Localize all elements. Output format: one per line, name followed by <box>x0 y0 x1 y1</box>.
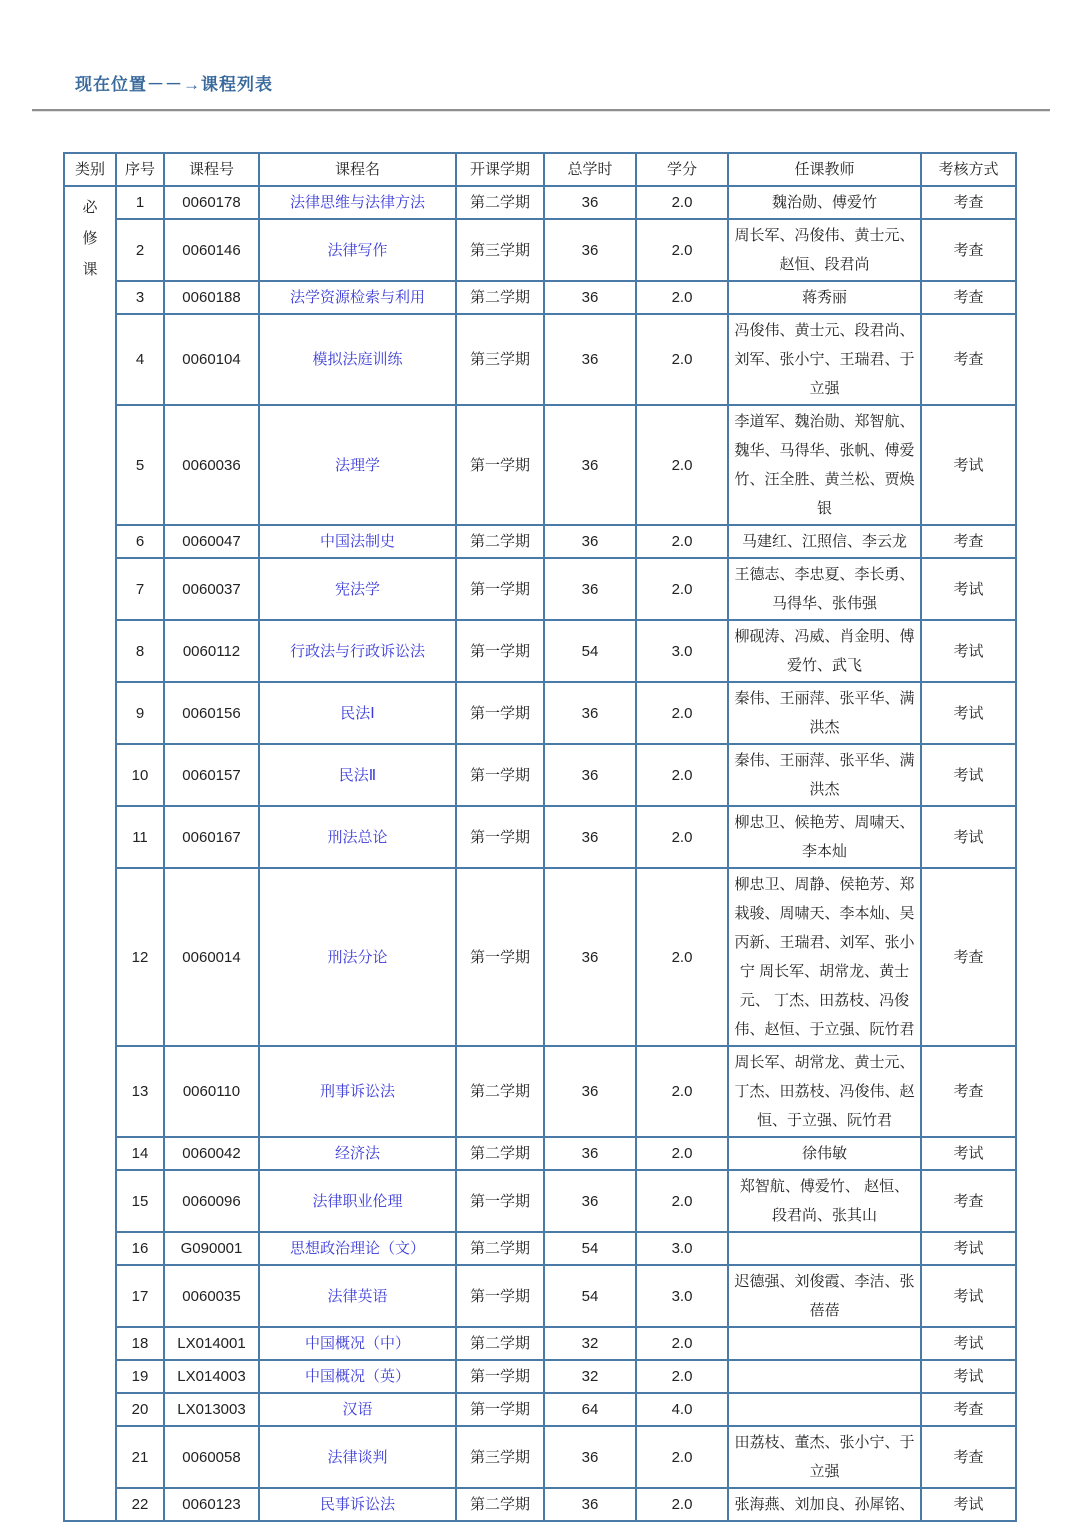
cell-semester: 第三学期 <box>456 1426 544 1488</box>
table-row <box>64 525 1016 558</box>
cell-credits: 2.0 <box>636 1426 728 1488</box>
cell-semester: 第二学期 <box>456 281 544 314</box>
cell-semester: 第一学期 <box>456 744 544 806</box>
cell-assessment: 考试 <box>921 1137 1016 1170</box>
cell-hours: 36 <box>544 1046 636 1137</box>
cell-hours: 36 <box>544 558 636 620</box>
cell-teachers: 魏治勋、傅爱竹 <box>728 186 921 219</box>
cell-credits: 3.0 <box>636 1265 728 1327</box>
cell-semester: 第二学期 <box>456 1232 544 1265</box>
cell-credits: 2.0 <box>636 525 728 558</box>
cell-course-id: 0060178 <box>164 186 259 219</box>
cell-no: 21 <box>116 1426 164 1488</box>
cell-no: 17 <box>116 1265 164 1327</box>
cell-no: 20 <box>116 1393 164 1426</box>
cell-teachers <box>728 1393 921 1426</box>
table-header-row <box>64 153 1016 186</box>
header-no: 序号 <box>116 153 164 186</box>
cell-semester: 第一学期 <box>456 682 544 744</box>
cell-course-id: 0060123 <box>164 1488 259 1521</box>
course-link[interactable]: 刑法总论 <box>259 806 456 868</box>
course-link[interactable]: 中国概况（英） <box>259 1360 456 1393</box>
cell-semester: 第二学期 <box>456 525 544 558</box>
cell-no: 18 <box>116 1327 164 1360</box>
cell-hours: 36 <box>544 868 636 1046</box>
cell-hours: 54 <box>544 620 636 682</box>
cell-course-id: 0060037 <box>164 558 259 620</box>
cell-no: 14 <box>116 1137 164 1170</box>
cell-no: 9 <box>116 682 164 744</box>
header-course-id: 课程号 <box>164 153 259 186</box>
cell-hours: 36 <box>544 314 636 405</box>
course-link[interactable]: 法律思维与法律方法 <box>259 186 456 219</box>
cell-credits: 3.0 <box>636 1232 728 1265</box>
cell-teachers <box>728 1327 921 1360</box>
cell-credits: 2.0 <box>636 806 728 868</box>
cell-semester: 第一学期 <box>456 806 544 868</box>
cell-teachers: 冯俊伟、黄士元、段君尚、刘军、张小宁、王瑞君、于立强 <box>728 314 921 405</box>
cell-teachers: 秦伟、王丽萍、张平华、满洪杰 <box>728 682 921 744</box>
cell-semester: 第二学期 <box>456 1488 544 1521</box>
cell-credits: 2.0 <box>636 1170 728 1232</box>
course-link[interactable]: 模拟法庭训练 <box>259 314 456 405</box>
cell-semester: 第一学期 <box>456 620 544 682</box>
cell-assessment: 考试 <box>921 1360 1016 1393</box>
course-link[interactable]: 宪法学 <box>259 558 456 620</box>
cell-credits: 2.0 <box>636 1046 728 1137</box>
cell-no: 8 <box>116 620 164 682</box>
cell-teachers: 张海燕、刘加良、孙犀铭、 <box>728 1488 921 1521</box>
cell-assessment: 考试 <box>921 1488 1016 1521</box>
cell-semester: 第三学期 <box>456 314 544 405</box>
cell-hours: 36 <box>544 1170 636 1232</box>
cell-credits: 2.0 <box>636 405 728 525</box>
table-row <box>64 186 1016 219</box>
course-link[interactable]: 法律谈判 <box>259 1426 456 1488</box>
course-link[interactable]: 法律写作 <box>259 219 456 281</box>
cell-teachers: 周长军、冯俊伟、黄士元、赵恒、段君尚 <box>728 219 921 281</box>
cell-credits: 2.0 <box>636 1488 728 1521</box>
cell-assessment: 考查 <box>921 525 1016 558</box>
table-row <box>64 1046 1016 1137</box>
cell-assessment: 考试 <box>921 1327 1016 1360</box>
cell-course-id: 0060035 <box>164 1265 259 1327</box>
cell-assessment: 考查 <box>921 1170 1016 1232</box>
cell-no: 3 <box>116 281 164 314</box>
cell-no: 13 <box>116 1046 164 1137</box>
table-row <box>64 682 1016 744</box>
cell-course-id: LX014003 <box>164 1360 259 1393</box>
cell-semester: 第一学期 <box>456 868 544 1046</box>
cell-credits: 2.0 <box>636 558 728 620</box>
cell-assessment: 考查 <box>921 868 1016 1046</box>
cell-no: 4 <box>116 314 164 405</box>
cell-semester: 第二学期 <box>456 1327 544 1360</box>
cell-course-id: 0060036 <box>164 405 259 525</box>
cell-hours: 36 <box>544 1488 636 1521</box>
cell-semester: 第一学期 <box>456 1265 544 1327</box>
cell-course-id: LX013003 <box>164 1393 259 1426</box>
cell-course-id: 0060042 <box>164 1137 259 1170</box>
cell-course-id: G090001 <box>164 1232 259 1265</box>
cell-hours: 36 <box>544 405 636 525</box>
breadcrumb: 现在位置－－→课程列表 <box>75 75 273 94</box>
cell-credits: 2.0 <box>636 682 728 744</box>
cell-course-id: 0060110 <box>164 1046 259 1137</box>
cell-course-id: 0060047 <box>164 525 259 558</box>
cell-course-id: 0060188 <box>164 281 259 314</box>
cell-no: 6 <box>116 525 164 558</box>
table-row <box>64 868 1016 1046</box>
cell-assessment: 考查 <box>921 281 1016 314</box>
cell-teachers: 柳忠卫、周静、侯艳芳、郑栽骏、周啸天、李本灿、吴丙新、王瑞君、刘军、张小宁 周长军、胡常龙、黄士元、 丁杰、田荔枝、冯俊伟、赵恒、于立强、阮竹君 <box>728 868 921 1046</box>
cell-teachers: 迟德强、刘俊霞、李洁、张蓓蓓 <box>728 1265 921 1327</box>
cell-hours: 36 <box>544 525 636 558</box>
cell-assessment: 考试 <box>921 682 1016 744</box>
cell-teachers <box>728 1360 921 1393</box>
cell-semester: 第二学期 <box>456 1137 544 1170</box>
course-link[interactable]: 思想政治理论（文） <box>259 1232 456 1265</box>
cell-credits: 2.0 <box>636 1137 728 1170</box>
cell-teachers: 柳砚涛、冯威、肖金明、傅爱竹、武飞 <box>728 620 921 682</box>
cell-teachers: 秦伟、王丽萍、张平华、满洪杰 <box>728 744 921 806</box>
course-link[interactable]: 经济法 <box>259 1137 456 1170</box>
course-link[interactable]: 民法Ⅱ <box>259 744 456 806</box>
header-teachers: 任课教师 <box>728 153 921 186</box>
cell-teachers: 马建红、江照信、李云龙 <box>728 525 921 558</box>
cell-course-id: 0060096 <box>164 1170 259 1232</box>
cell-credits: 3.0 <box>636 620 728 682</box>
table-row <box>64 281 1016 314</box>
cell-no: 22 <box>116 1488 164 1521</box>
cell-credits: 2.0 <box>636 868 728 1046</box>
cell-assessment: 考查 <box>921 186 1016 219</box>
cell-course-id: 0060104 <box>164 314 259 405</box>
header-hours: 总学时 <box>544 153 636 186</box>
cell-no: 7 <box>116 558 164 620</box>
cell-teachers: 蒋秀丽 <box>728 281 921 314</box>
cell-semester: 第一学期 <box>456 558 544 620</box>
cell-credits: 4.0 <box>636 1393 728 1426</box>
course-link[interactable]: 法理学 <box>259 405 456 525</box>
table-row <box>64 806 1016 868</box>
cell-no: 2 <box>116 219 164 281</box>
cell-hours: 36 <box>544 682 636 744</box>
header-credits: 学分 <box>636 153 728 186</box>
table-row <box>64 744 1016 806</box>
cell-assessment: 考试 <box>921 1265 1016 1327</box>
cell-no: 19 <box>116 1360 164 1393</box>
cell-course-id: 0060156 <box>164 682 259 744</box>
cell-no: 16 <box>116 1232 164 1265</box>
cell-no: 10 <box>116 744 164 806</box>
cell-course-id: 0060167 <box>164 806 259 868</box>
divider <box>32 109 1050 111</box>
table-row <box>64 1265 1016 1327</box>
cell-semester: 第二学期 <box>456 186 544 219</box>
cell-assessment: 考查 <box>921 219 1016 281</box>
cell-assessment: 考试 <box>921 1232 1016 1265</box>
table-row <box>64 405 1016 525</box>
cell-credits: 2.0 <box>636 281 728 314</box>
cell-credits: 2.0 <box>636 186 728 219</box>
cell-assessment: 考试 <box>921 806 1016 868</box>
cell-assessment: 考查 <box>921 1426 1016 1488</box>
cell-no: 12 <box>116 868 164 1046</box>
cell-credits: 2.0 <box>636 314 728 405</box>
table-row <box>64 558 1016 620</box>
course-link[interactable]: 民法Ⅰ <box>259 682 456 744</box>
header-category: 类别 <box>64 153 116 186</box>
cell-course-id: LX014001 <box>164 1327 259 1360</box>
cell-no: 15 <box>116 1170 164 1232</box>
cell-teachers: 柳忠卫、候艳芳、周啸天、李本灿 <box>728 806 921 868</box>
course-link[interactable]: 法律英语 <box>259 1265 456 1327</box>
cell-hours: 36 <box>544 1426 636 1488</box>
table-row <box>64 1232 1016 1265</box>
cell-hours: 36 <box>544 806 636 868</box>
table-row <box>64 1170 1016 1232</box>
course-link[interactable]: 刑法分论 <box>259 868 456 1046</box>
cell-credits: 2.0 <box>636 219 728 281</box>
course-link[interactable]: 民事诉讼法 <box>259 1488 456 1521</box>
cell-assessment: 考试 <box>921 405 1016 525</box>
cell-hours: 32 <box>544 1360 636 1393</box>
cell-assessment: 考试 <box>921 558 1016 620</box>
cell-teachers: 郑智航、傅爱竹、 赵恒、段君尚、张其山 <box>728 1170 921 1232</box>
table-row <box>64 620 1016 682</box>
cell-course-id: 0060146 <box>164 219 259 281</box>
cell-semester: 第一学期 <box>456 1170 544 1232</box>
cell-teachers: 王德志、李忠夏、李长勇、马得华、张伟强 <box>728 558 921 620</box>
course-table-body <box>64 186 1016 1521</box>
cell-teachers: 徐伟敏 <box>728 1137 921 1170</box>
cell-credits: 2.0 <box>636 744 728 806</box>
cell-hours: 36 <box>544 744 636 806</box>
cell-hours: 36 <box>544 186 636 219</box>
table-row <box>64 314 1016 405</box>
cell-semester: 第二学期 <box>456 1046 544 1137</box>
cell-no: 1 <box>116 186 164 219</box>
cell-no: 11 <box>116 806 164 868</box>
cell-hours: 54 <box>544 1232 636 1265</box>
table-row <box>64 1488 1016 1521</box>
cell-assessment: 考查 <box>921 1393 1016 1426</box>
table-row <box>64 1393 1016 1426</box>
cell-assessment: 考查 <box>921 1046 1016 1137</box>
cell-course-id: 0060157 <box>164 744 259 806</box>
cell-hours: 32 <box>544 1327 636 1360</box>
table-row <box>64 1327 1016 1360</box>
cell-teachers: 周长军、胡常龙、黄士元、丁杰、田荔枝、冯俊伟、赵恒、于立强、阮竹君 <box>728 1046 921 1137</box>
course-link[interactable]: 汉语 <box>259 1393 456 1426</box>
cell-course-id: 0060112 <box>164 620 259 682</box>
table-row <box>64 1137 1016 1170</box>
header-semester: 开课学期 <box>456 153 544 186</box>
header-assessment: 考核方式 <box>921 153 1016 186</box>
cell-course-id: 0060058 <box>164 1426 259 1488</box>
course-link[interactable]: 法律职业伦理 <box>259 1170 456 1232</box>
cell-teachers: 田荔枝、董杰、张小宁、于立强 <box>728 1426 921 1488</box>
cell-credits: 2.0 <box>636 1360 728 1393</box>
cell-hours: 36 <box>544 281 636 314</box>
cell-semester: 第三学期 <box>456 219 544 281</box>
table-row <box>64 1426 1016 1488</box>
cell-no: 5 <box>116 405 164 525</box>
cell-credits: 2.0 <box>636 1327 728 1360</box>
course-link[interactable]: 法学资源检索与利用 <box>259 281 456 314</box>
course-link[interactable]: 中国法制史 <box>259 525 456 558</box>
table-row <box>64 219 1016 281</box>
table-row <box>64 1360 1016 1393</box>
cell-hours: 64 <box>544 1393 636 1426</box>
cell-assessment: 考试 <box>921 620 1016 682</box>
header-course-name: 课程名 <box>259 153 456 186</box>
cell-teachers <box>728 1232 921 1265</box>
category-cell: 必 修 课 <box>64 186 116 1521</box>
cell-assessment: 考查 <box>921 314 1016 405</box>
course-table <box>63 152 1017 1522</box>
cell-teachers: 李道军、魏治勋、郑智航、魏华、马得华、张帆、傅爱竹、汪全胜、黄兰松、贾焕银 <box>728 405 921 525</box>
course-link[interactable]: 刑事诉讼法 <box>259 1046 456 1137</box>
cell-hours: 54 <box>544 1265 636 1327</box>
cell-hours: 36 <box>544 1137 636 1170</box>
cell-semester: 第一学期 <box>456 1393 544 1426</box>
course-link[interactable]: 中国概况（中） <box>259 1327 456 1360</box>
cell-hours: 36 <box>544 219 636 281</box>
course-link[interactable]: 行政法与行政诉讼法 <box>259 620 456 682</box>
cell-assessment: 考试 <box>921 744 1016 806</box>
cell-course-id: 0060014 <box>164 868 259 1046</box>
cell-semester: 第一学期 <box>456 1360 544 1393</box>
cell-semester: 第一学期 <box>456 405 544 525</box>
